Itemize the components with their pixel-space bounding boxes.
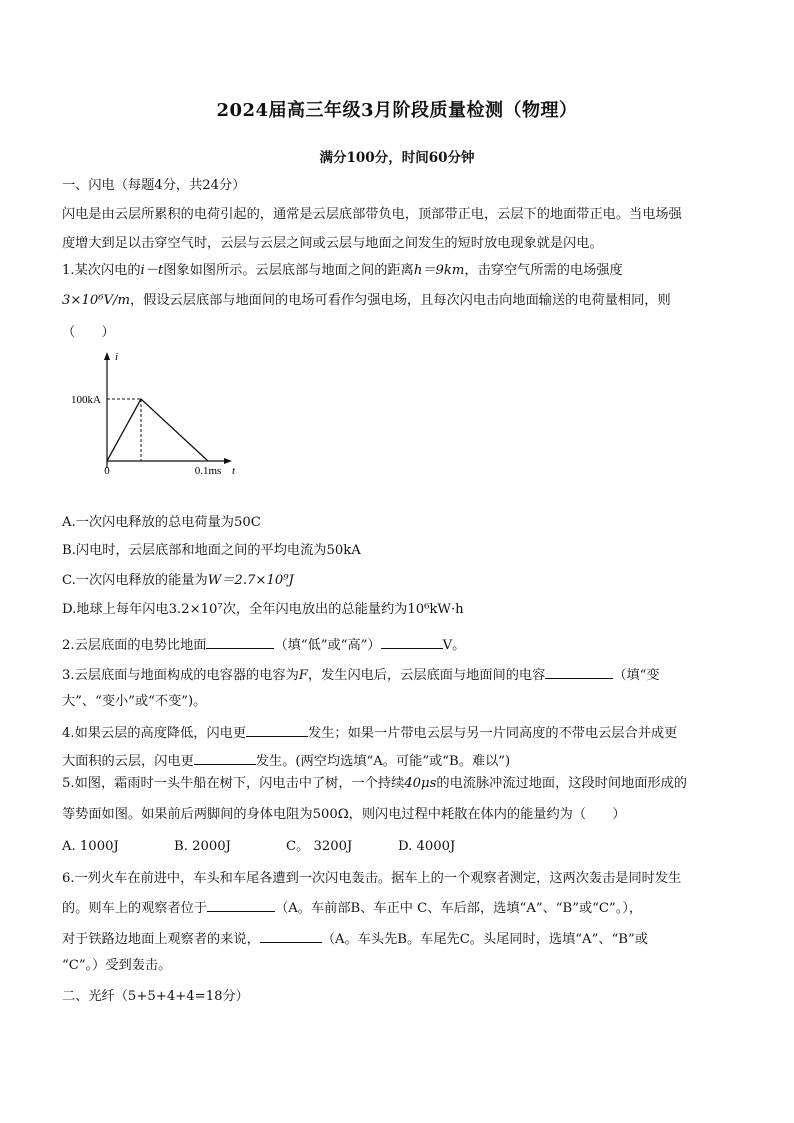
q1-option-a	[62, 513, 261, 533]
q3-text-c: （填“变	[613, 668, 660, 683]
q1-option-d-label: D.地球上每年闪电	[62, 602, 169, 617]
q5-text-c: 等势面如图。如果前后两脚间的身体电阻为	[62, 807, 313, 822]
q2-text-b: （填“低”或“高”）	[274, 638, 381, 653]
graph-xtick: 0.1ms	[194, 465, 222, 477]
q6-sep-4: ”、“	[591, 932, 619, 947]
q1-option-a-value: 50C	[233, 515, 261, 530]
graph-ytick: 100kA	[71, 394, 101, 406]
q4-blank-1[interactable]	[246, 722, 308, 737]
q6-text-e: （A。车头先B。车尾先C。头尾同时，选填“	[321, 932, 583, 947]
intro-line-2: 度增大到足以击穿空气时，云层与云层之间或云层与地面之间发生的短时放电现象就是闪电。	[62, 236, 603, 251]
graph-xlabel: t	[232, 465, 236, 477]
q2-blank-2[interactable]	[381, 634, 443, 649]
q3-text-b: ，发生闪电后，云层底面与地面间的电容	[307, 668, 546, 683]
q1-option-b-value: 50kA	[326, 543, 361, 558]
q6-line-4	[62, 956, 171, 976]
q6-blank-1[interactable]	[207, 897, 275, 912]
q1-option-b	[62, 541, 361, 561]
q6-line-3	[62, 928, 648, 950]
q4-text-a: 4.如果云层的高度降低，闪电更	[62, 726, 247, 741]
q1-paren: （ ）	[62, 325, 115, 340]
q3-blank[interactable]	[545, 664, 613, 679]
q3-unit: F	[298, 668, 308, 683]
q6-sep-2: ”或“	[572, 901, 599, 916]
intro-line-1: 闪电是由云层所累积的电荷引起的，通常是云层底部带负电，顶部带正电，云层下的地面带正电。当电场强	[62, 207, 682, 222]
q3-text-a: 3.云层底面与地面构成的电容器的电容为	[62, 668, 299, 683]
q1-option-c-label: C.一次闪电释放的能量为	[62, 573, 208, 588]
q4-text-d: 发生。(两空均选填“A。可能”或“B。难以”)	[255, 754, 511, 769]
q6-text-b: 的。则车上的观察者位于	[62, 901, 208, 916]
q1-it-graph	[71, 350, 240, 477]
q4-line-1	[62, 722, 677, 744]
q5-resistance: 500Ω	[312, 807, 349, 822]
q1-text-b: 图象如图所示。云层底部与地面之间的距离	[163, 263, 414, 278]
q1-option-d-label2: 次，全年闪电放出的总能量约为	[222, 602, 408, 617]
q2-text-c: V。	[442, 638, 466, 653]
q4-text-c: 大面积的云层，闪电更	[62, 754, 194, 769]
q4-line-2	[62, 750, 510, 772]
q3-line-2: 大”、“变小”或“不变”)。	[62, 694, 207, 709]
page-subtitle: 满分100分，时间60分钟	[319, 150, 475, 166]
q6-choice-a: A	[526, 901, 536, 916]
q6-line-1: 6.一列火车在前进中，车头和车尾各遭到一次闪电轰击。据车上的一个观察者测定，这两次轰击是同时发生	[62, 871, 682, 886]
q6-text-g: “	[62, 958, 69, 973]
q6-text-d: 对于铁路边地面上观察者的来说，	[62, 932, 260, 947]
q1-line-2	[62, 291, 671, 311]
q6-line-2	[62, 897, 642, 919]
graph-current-curve	[107, 399, 208, 461]
q2-line	[62, 634, 465, 656]
q6-blank-2[interactable]	[260, 928, 322, 943]
graph-y-arrow	[104, 352, 110, 360]
q1-text-a: 1.某次闪电的	[62, 263, 141, 278]
q5-line-1	[62, 774, 687, 794]
q1-option-c	[62, 571, 294, 591]
q5-text-b: 的电流脉冲流过地面，这段时间地面形成的	[436, 776, 687, 791]
q5-option-a: A. 1000J	[62, 839, 119, 854]
q1-text-d: ，假设云层底部与地面间的电场可看作匀强电场，且每次闪电击向地面输送的电荷量相同，则	[129, 293, 671, 308]
q2-text-a: 2.云层底面的电势比地面	[62, 638, 207, 653]
q1-option-a-label: A.一次闪电释放的总电荷量为	[62, 515, 234, 530]
q6-choice-c-2: C	[68, 958, 79, 973]
q6-text-c: （A。车前部B、车正中 C、车后部，选填“	[275, 901, 527, 916]
q5-duration: 40μs	[404, 776, 437, 791]
q1-option-c-value: W＝2.7×10⁹J	[207, 573, 294, 588]
q5-option-d: D. 4000J	[398, 839, 456, 854]
q6-choice-b: B	[562, 901, 573, 916]
q3-line-1	[62, 664, 660, 686]
graph-ylabel: i	[115, 351, 119, 363]
q1-option-d-value: 3.2×10⁷	[168, 602, 223, 617]
q5-option-b: B. 2000J	[174, 839, 231, 854]
q6-sep-3: ”。），	[608, 901, 643, 916]
q1-it: i－t	[140, 263, 164, 278]
graph-x-arrow	[224, 458, 232, 464]
q4-blank-2[interactable]	[194, 750, 256, 765]
section1-heading: 一、闪电（每题4分，共24分）	[62, 178, 246, 193]
q5-option-c: C。 3200J	[286, 839, 353, 854]
q5-text-a: 5.如图，霜雨时一头牛船在树下，闪电击中了树，一个持续	[62, 776, 405, 791]
q5-line-2	[62, 805, 626, 825]
q6-text-h: ”。）受到轰击。	[78, 958, 172, 973]
q6-choice-b-2: B	[618, 932, 628, 947]
q6-text-f: ”或	[627, 932, 648, 947]
q1-line-1	[62, 261, 623, 281]
q1-option-d	[62, 600, 464, 620]
q1-h: h＝9km	[413, 263, 465, 278]
q1-text-c: ，击穿空气所需的电场强度	[464, 263, 623, 278]
q6-sep-1: ”、“	[535, 901, 563, 916]
q1-field: 3×10⁶V/m	[62, 293, 130, 308]
q1-option-b-label: B.闪电时，云层底部和地面之间的平均电流为	[62, 543, 327, 558]
q1-option-d-value2: 10⁶kW·h	[407, 602, 464, 617]
q5-options	[62, 837, 455, 857]
q2-blank-1[interactable]	[206, 634, 274, 649]
q5-text-d: ，则闪电过程中耗散在体内的能量约为（ ）	[348, 807, 626, 822]
q6-choice-a-2: A	[582, 932, 592, 947]
q4-text-b: 发生；如果一片带电云层与另一片同高度的不带电云层合并成更	[308, 726, 678, 741]
q6-choice-c: C	[598, 901, 609, 916]
section2-heading: 二、光纤（5+5+4+4=18分）	[62, 989, 249, 1004]
graph-origin: 0	[104, 465, 110, 477]
page-title: 2024届高三年级3月阶段质量检测（物理）	[216, 100, 578, 121]
